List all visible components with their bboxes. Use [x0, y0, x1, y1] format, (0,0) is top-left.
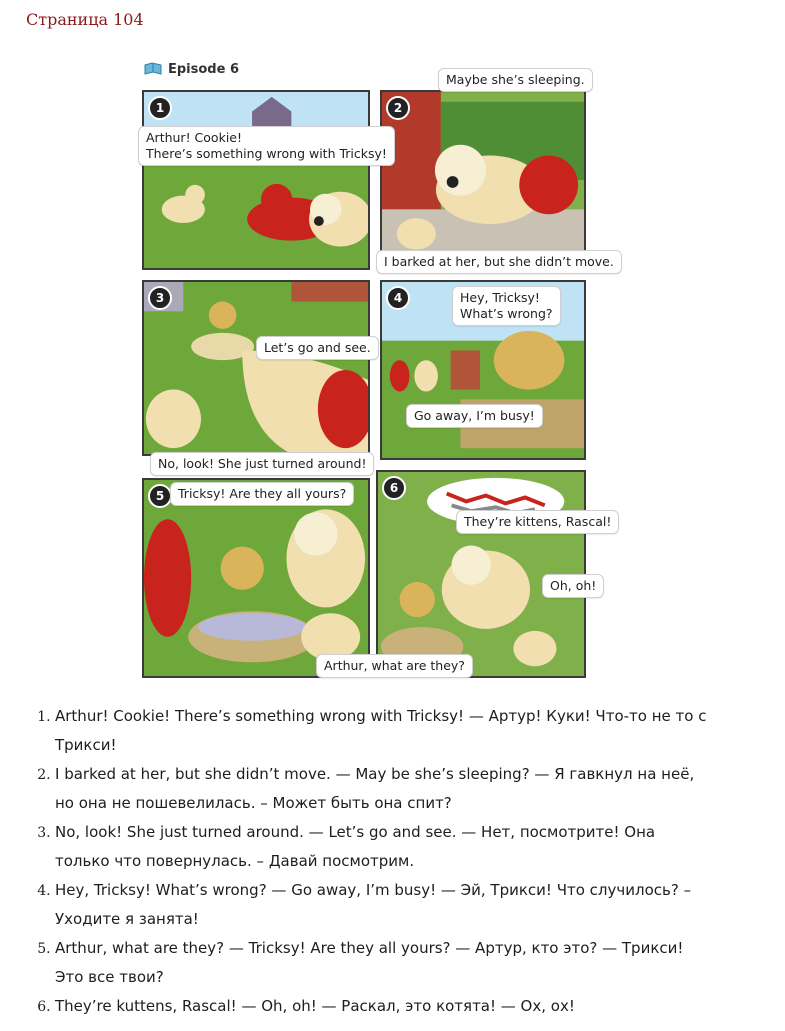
speech-bubble: No, look! She just turned around! [150, 452, 374, 476]
translation-list [30, 702, 785, 1021]
comic-page [140, 54, 614, 682]
speech-bubble: Oh, oh! [542, 574, 604, 598]
comic-panel-5 [142, 478, 370, 678]
list-item: 3. No, look! She just turned around. — Let’s go and see. — Нет, посмотрите! Она только что повернулась. – Давай посмотрим. [55, 818, 785, 876]
panel-number-3: 3 [148, 286, 172, 310]
panel-number-5: 5 [148, 484, 172, 508]
panel-number-2: 2 [386, 96, 410, 120]
list-item: 4. Hey, Tricksy! What’s wrong? — Go away, I’m busy! — Эй, Трикси! Что случилось? – Уходите я занята! [55, 876, 785, 934]
speech-bubble: I barked at her, but she didn’t move. [376, 250, 622, 274]
speech-bubble: Arthur, what are they? [316, 654, 473, 678]
panel-1-illustration [144, 92, 368, 268]
panel-number-4: 4 [386, 286, 410, 310]
speech-bubble: Let’s go and see. [256, 336, 379, 360]
episode-header [144, 58, 239, 80]
panel-3-illustration [144, 282, 368, 454]
episode-label: Episode 6 [168, 61, 240, 77]
speech-bubble: Arthur! Cookie! There’s something wrong with Tricksy! [138, 126, 395, 166]
speech-bubble: Hey, Tricksy! What’s wrong? [452, 286, 561, 326]
speech-bubble: Maybe she’s sleeping. [438, 68, 593, 92]
panel-2-illustration [382, 92, 584, 268]
page-title: Страница 104 [26, 10, 144, 29]
panel-number-6: 6 [382, 476, 406, 500]
comic-panel-3 [142, 280, 370, 456]
panel-5-illustration [144, 480, 368, 676]
speech-bubble: Go away, I’m busy! [406, 404, 543, 428]
list-item: 5. Arthur, what are they? — Tricksy! Are they all yours? — Артур, кто это? — Трикси! Это все твои? [55, 934, 785, 992]
list-item: 6. They’re kuttens, Rascal! — Oh, oh! — Раскал, это котята! — Ох, ох! [55, 992, 785, 1021]
list-item: 1. Arthur! Cookie! There’s something wrong with Tricksy! — Артур! Куки! Что-то не то с Трикси! [55, 702, 785, 760]
comic-panel-1 [142, 90, 370, 270]
speech-bubble: Tricksy! Are they all yours? [170, 482, 354, 506]
book-icon [144, 62, 162, 76]
comic-panel-2 [380, 90, 586, 270]
panel-number-1: 1 [148, 96, 172, 120]
list-item: 2. I barked at her, but she didn’t move. — May be she’s sleeping? — Я гавкнул на неё, но она не пошевелилась. – Может быть она спит? [55, 760, 785, 818]
speech-bubble: They’re kittens, Rascal! [456, 510, 619, 534]
